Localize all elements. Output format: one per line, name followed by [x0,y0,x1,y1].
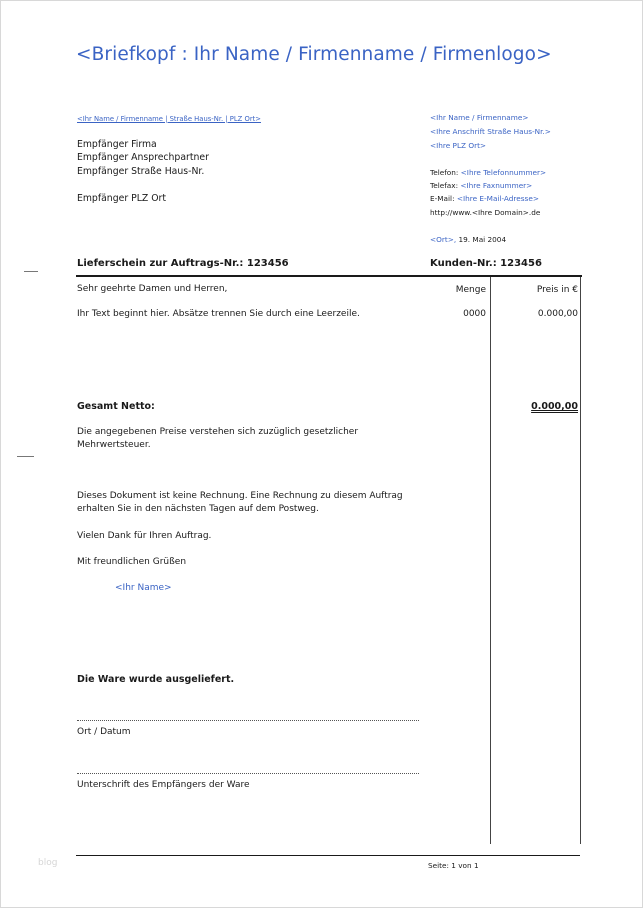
column-divider-price [580,277,581,844]
total-value: 0.000,00 [531,401,578,412]
fold-mark-top [24,271,38,272]
footer-rule [76,855,580,856]
place-date-label: Ort / Datum [77,727,131,737]
email-row [430,194,539,203]
sender-return-line: <Ihr Name / Firmenname | Straße Haus-Nr. | PLZ Ort> [77,115,261,123]
document-title: Lieferschein zur Auftrags-Nr.: 123456 [77,258,289,269]
watermark: blog [38,858,58,868]
header-rule [76,275,582,277]
fax-value: <Ihre Faxnummer> [460,181,533,190]
salutation: Sehr geehrte Damen und Herren, [77,284,228,294]
sender-city: <Ihre PLZ Ort> [430,141,487,150]
thanks-line: Vielen Dank für Ihren Auftrag. [77,531,212,541]
item-price: 0.000,00 [537,309,578,319]
recipient-signature-label: Unterschrift des Empfängers der Ware [77,780,250,790]
item-quantity: 0000 [463,309,486,319]
letterhead: <Briefkopf : Ihr Name / Firmenname / Firmenlogo> [76,44,552,65]
invoice-note-line-1: Dieses Dokument ist keine Rechnung. Eine Rechnung zu diesem Auftrag [77,491,403,501]
vat-note-line-2: Mehrwertsteuer. [77,440,151,450]
column-header-price: Preis in € [536,285,578,295]
column-divider-quantity [490,277,491,844]
item-text: Ihr Text beginnt hier. Absätze trennen Sie durch eine Leerzeile. [77,309,360,319]
recipient-contact: Empfänger Ansprechpartner [77,152,209,163]
website: http://www.<Ihre Domain>.de [430,208,541,217]
phone-label: Telefon: [430,168,459,177]
recipient-street: Empfänger Straße Haus-Nr. [77,166,205,177]
delivery-confirmation: Die Ware wurde ausgeliefert. [77,674,235,685]
sender-street: <Ihre Anschrift Straße Haus-Nr.> [430,127,551,136]
sender-info-block [430,113,600,248]
closing-line: Mit freundlichen Grüßen [77,557,187,567]
recipient-company: Empfänger Firma [77,139,157,150]
fax-label: Telefax: [430,181,459,190]
fold-mark-middle [17,456,34,457]
signature-name: <Ihr Name> [115,583,172,593]
phone-value: <Ihre Telefonnummer> [460,168,547,177]
recipient-signature-line [77,773,419,774]
email-label: E-Mail: [430,194,455,203]
total-label: Gesamt Netto: [77,401,155,412]
sender-name: <Ihr Name / Firmenname> [430,113,529,122]
column-header-quantity: Menge [455,285,486,295]
customer-number: Kunden-Nr.: 123456 [430,258,542,269]
phone-row [430,168,546,177]
recipient-city: Empfänger PLZ Ort [77,193,166,204]
fax-row [430,181,532,190]
date-value: 19. Mai 2004 [458,235,507,244]
page-number: Seite: 1 von 1 [428,861,479,870]
invoice-note-line-2: erhalten Sie in den nächsten Tagen auf dem Postweg. [77,504,319,514]
vat-note-line-1: Die angegebenen Preise verstehen sich zuzüglich gesetzlicher [77,427,359,437]
email-value: <Ihre E-Mail-Adresse> [456,194,539,203]
date-place: <Ort>, [430,235,457,244]
date-row [430,235,506,244]
place-date-signature-line [77,720,419,721]
